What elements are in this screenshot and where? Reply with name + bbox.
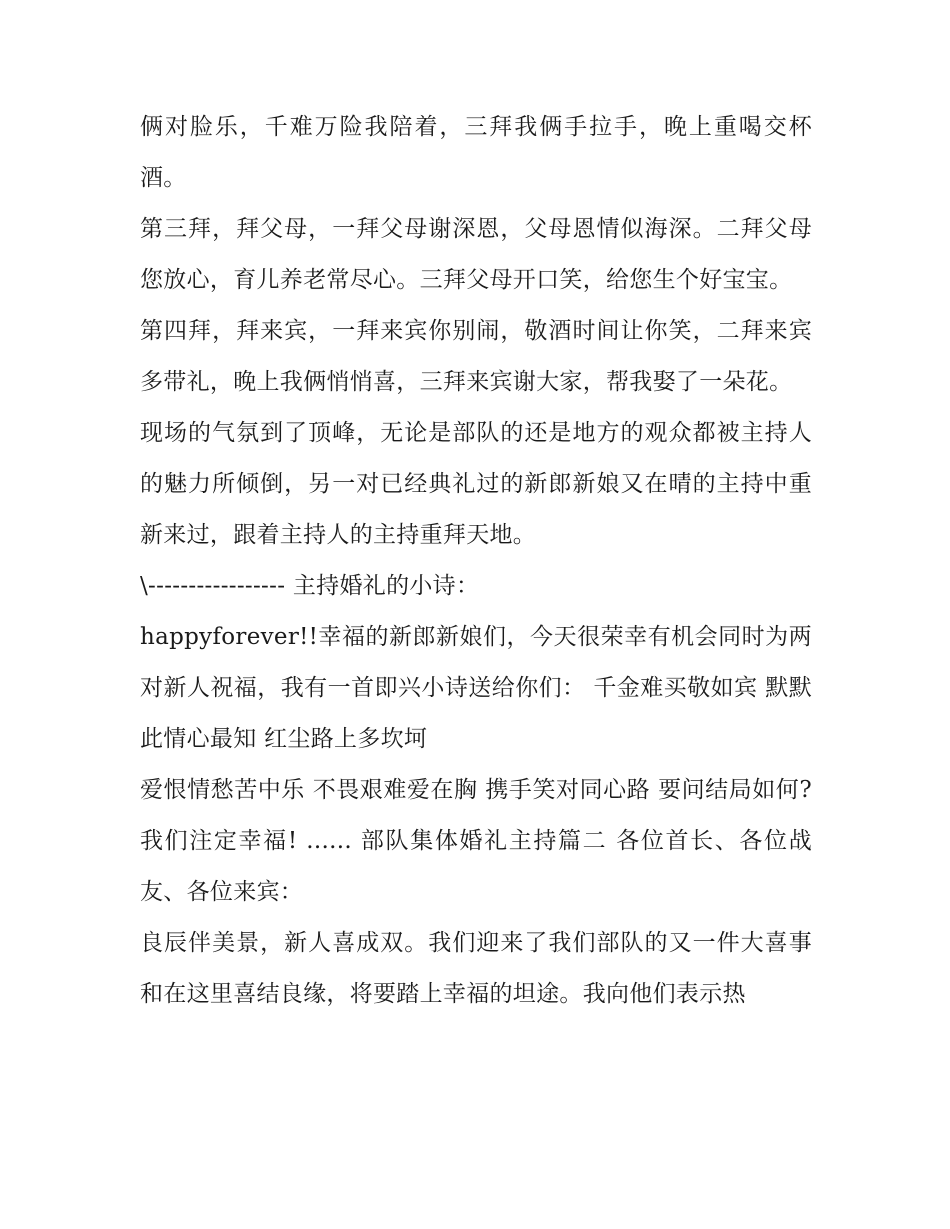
paragraph-8: 良辰伴美景，新人喜成双。我们迎来了我们部队的又一件大喜事和在这里喜结良缘，将要踏上幸福的坦途。我向他们表示热	[140, 930, 812, 1007]
paragraph-1: 俩对脸乐，千难万险我陪着，三拜我俩手拉手，晚上重喝交杯酒。	[140, 114, 812, 191]
paragraph-poem-end: 爱恨情愁苦中乐 不畏艰难爱在胸 携手笑对同心路 要问结局如何? 我们注定幸福! ...... 部队集体婚礼主持篇二 各位首长、各位战友、各位来宾：	[140, 777, 820, 905]
paragraph-4: 现场的气氛到了顶峰，无论是部队的还是地方的观众都被主持人的魅力所倾倒，另一对已经典礼过的新郎新娘又在晴的主持中重新来过，跟着主持人的主持重拜天地。	[140, 420, 812, 548]
paragraph-poem-intro: happyforever!!幸福的新郎新娘们，今天很荣幸有机会同时为两对新人祝福，我有一首即兴小诗送给你们： 千金难买敬如宾 默默此情心最知 红尘路上多坎坷	[140, 624, 812, 752]
section-heading-poem: \----------------- 主持婚礼的小诗：	[140, 573, 480, 599]
paragraph-2: 第三拜，拜父母，一拜父母谢深恩，父母恩情似海深。二拜父母您放心，育儿养老常尽心。三拜父母开口笑，给您生个好宝宝。	[140, 216, 812, 293]
paragraph-3: 第四拜，拜来宾，一拜来宾你别闹，敬酒时间让你笑，二拜来宾多带礼，晚上我俩悄悄喜，三拜来宾谢大家，帮我娶了一朵花。	[140, 318, 812, 395]
document-body	[140, 102, 820, 1020]
